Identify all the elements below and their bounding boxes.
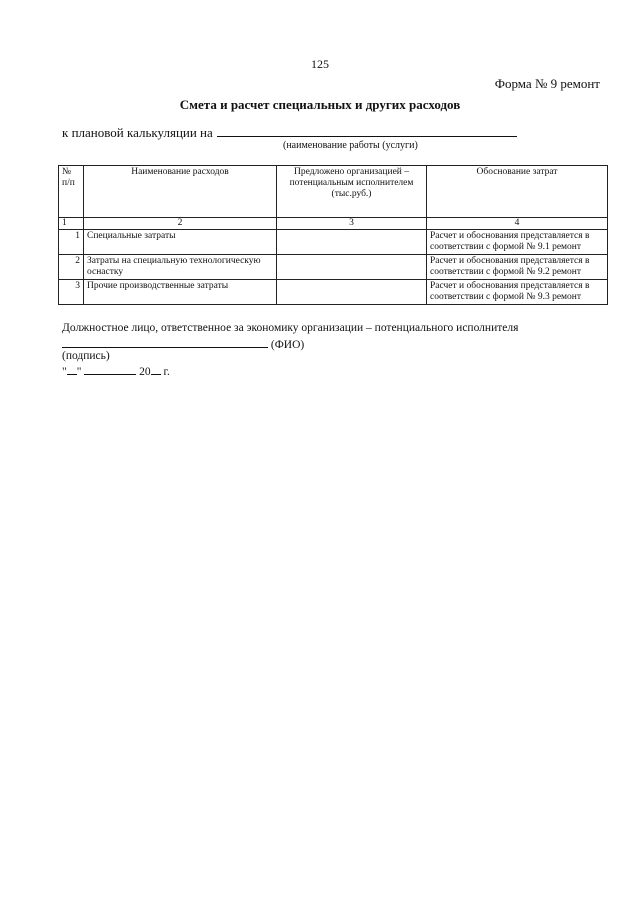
date-open-quote: " (62, 366, 67, 378)
signature-label: (подпись) (62, 350, 110, 362)
date-line (62, 364, 170, 378)
row-cost-basis: Расчет и обоснования представляется в соответствии с формой № 9.3 ремонт (427, 279, 608, 304)
fio-line (62, 337, 304, 351)
row-expense-name: Затраты на специальную технологическую оснастку (84, 254, 277, 279)
index-cell: 3 (277, 218, 427, 230)
row-number: 3 (59, 279, 84, 304)
row-number: 2 (59, 254, 84, 279)
header-number: № п/п (59, 166, 84, 218)
year-suffix: г. (163, 366, 170, 378)
table-row (59, 230, 608, 255)
header-cost-basis: Обоснование затрат (427, 166, 608, 218)
date-close-quote: " (76, 366, 82, 378)
table-row (59, 279, 608, 304)
day-blank (67, 364, 77, 375)
expenses-table (58, 165, 608, 305)
header-expense-name: Наименование расходов (84, 166, 277, 218)
row-offered-amount[interactable] (277, 254, 427, 279)
page-number: 125 (311, 57, 329, 71)
row-cost-basis: Расчет и обоснования представляется в соответствии с формой № 9.1 ремонт (427, 230, 608, 255)
year-blank (151, 364, 161, 375)
document-title: Смета и расчет специальных и других расходов (179, 97, 461, 112)
index-cell: 1 (59, 218, 84, 230)
fio-blank (62, 337, 268, 348)
index-cell: 4 (427, 218, 608, 230)
header-offered-amount: Предложено организацией – потенциальным исполнителем (тыс.руб.) (277, 166, 427, 218)
table-row (59, 254, 608, 279)
table-header-row (59, 166, 608, 218)
responsible-official-text: Должностное лицо, ответственное за экономику организации – потенциального исполнителя (62, 322, 519, 334)
form-number: Форма № 9 ремонт (494, 76, 600, 91)
table-index-row (59, 218, 608, 230)
row-expense-name: Прочие производственные затраты (84, 279, 277, 304)
row-number: 1 (59, 230, 84, 255)
calculation-line (62, 125, 517, 141)
fio-label: (ФИО) (270, 339, 305, 351)
row-offered-amount[interactable] (277, 279, 427, 304)
work-name-caption: (наименование работы (услуги) (283, 140, 418, 151)
row-cost-basis: Расчет и обоснования представляется в соответствии с формой № 9.2 ремонт (427, 254, 608, 279)
row-expense-name: Специальные затраты (84, 230, 277, 255)
calculation-prefix: к плановой калькуляции на (62, 125, 213, 140)
work-name-blank (217, 125, 517, 137)
year-prefix: 20 (139, 366, 151, 378)
row-offered-amount[interactable] (277, 230, 427, 255)
month-blank (84, 364, 136, 375)
index-cell: 2 (84, 218, 277, 230)
